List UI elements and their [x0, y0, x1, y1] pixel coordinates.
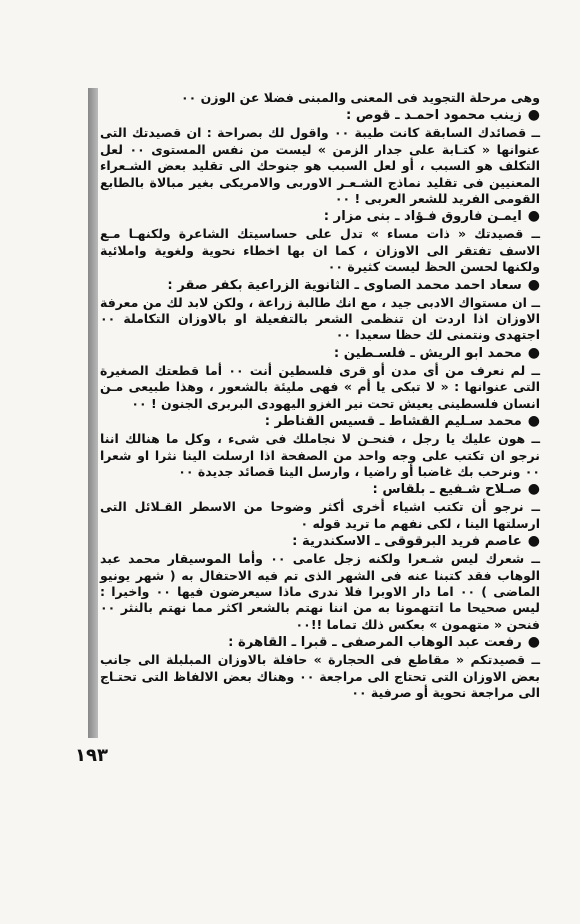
entry-heading: [100, 277, 540, 294]
letters-column: [100, 90, 540, 701]
bullet-icon: ●: [527, 344, 540, 361]
bullet-icon: ●: [527, 413, 540, 430]
entry-name: عاصم فريد البرقوقى ـ الاسكندرية :: [292, 534, 522, 550]
entry-heading: [100, 634, 540, 651]
entry-text: ــ هون عليك يا رجل ، فنحـن لا نجاملك فى شىء ، وكل ما هنالك اننا نرجو ان تكتب على وجه واحد من الصفحة اذا ارسلت الينا نثرا او شعرا ٠٠ ونرحب بك غاضبا أو راضيا ، وارسل الينا قصائد جديدة ٠٠: [100, 431, 540, 479]
entry-name: زينب محمود احمـد ـ قوص :: [345, 108, 522, 124]
bullet-icon: ●: [527, 107, 540, 124]
entry-text: ــ قصيدتكم « مقاطع فى الحجارة » حافلة بالاوزان المبلبلة الى جانب بعض الاوزان التى تحتاج الى مراجعة ٠٠ وهناك بعض الالفاظ التى تحتـاج الى مراجعة نحوية أو صرفية ٠٠: [100, 652, 541, 700]
bullet-icon: ●: [527, 208, 540, 225]
bullet-icon: ●: [527, 634, 540, 651]
entry-text: ــ لم نعرف من أى مدن أو قرى فلسطين أنت ٠٠ أما قطعتك الصغيرة التى عنوانها : « لا تبكى يا أم » فهى مليئة بالشعور ، وهذا طبيعى مـن انسان فلسطينى يعيش تحت نير الغزو اليهودى البربرى الجنون ! ٠٠: [100, 362, 540, 411]
entry-text: ــ شعرك ليس شـعرا ولكنه زجل عامى ٠٠ وأما الموسيقار محمد عبد الوهاب فقد كتبنا عنه فى الشهر الذى تم فيه الاحتفال به ( شهر يونيو الماضى ) ٠٠ اما دار الاوبرا فلا ندرى ماذا سيعرضون فيها ٠٠ واخيرا : ليس صحيحا ما اتتهمونا به من اننا نهتم بالشعر اكثر مما نهتم بالنثر ٠٠ فنحن « متهمون » بعكس ذلك تماما !!٠٠: [100, 551, 540, 632]
entry-heading: [100, 481, 540, 498]
entry-name: سعاد احمد محمد الصاوى ـ الثانوية الزراعية بكفر صقر :: [167, 277, 522, 293]
bullet-icon: ●: [527, 533, 540, 550]
entry-name: صـلاح شـفيع ـ بلقاس :: [372, 482, 522, 498]
bullet-icon: ●: [527, 481, 540, 498]
entry-heading: [100, 413, 540, 430]
entry-name: ايمـن فاروق فـؤاد ـ بنى مزار :: [323, 209, 522, 225]
entry-name: محمد سـليم القشاط ـ قسيس القناطر :: [264, 414, 522, 430]
page-edge-shadow: [88, 88, 98, 738]
entry-heading: [100, 208, 540, 225]
entry-heading: [100, 345, 540, 362]
entry-text: ــ قصيدتك « ذات مساء » تدل على حساسيتك الشاعرة ولكنهـا مـع الاسف تفتقر الى الاوزان ، كما ان بها اخطاء نحوية ولغوية واملائية ولكنها لحسن الحظ ليست كثيرة ٠٠: [100, 226, 540, 275]
entry-name: رفعت عبد الوهاب المرصفى ـ قبرا ـ القاهرة :: [228, 635, 522, 651]
entry-name: محمد ابو الريش ـ فلسـطين :: [333, 345, 522, 361]
entry-text: ــ ان مستواك الادبى جيد ، مع انك طالبة زراعة ، ولكن لابد لك من معرفة الاوزان اذا اردت ان تنظمى الشعر بالتفعيلة او بالاوزان التكاملة ٠٠ اجتهدى ونتمنى لك حظا سعيدا ٠٠: [100, 294, 540, 343]
entry-text: ــ قصائدك السابقة كانت طيبة ٠٠ واقول لك بصراحة : ان قصيدتك التى عنوانها « كتـابة على جدار الزمن » ليست من نفس المستوى ٠٠ لعل التكلف هو السبب ، أو لعل السبب هو جنوحك الى تقليد بعض الشـعراء المعنيين فى تقليد نماذج الشـعـر الاوربى والامريكى بغير مبالاة بالطابع القومى الفريد للشعر العربى ! ٠٠: [100, 125, 541, 207]
entry-heading: [100, 107, 540, 124]
intro-paragraph: وهى مرحلة التجويد فى المعنى والمبنى فضلا عن الوزن ٠٠: [181, 90, 540, 105]
entry-text: ــ نرجو أن تكتب اشياء أخرى أكثر وضوحا من الاسطر القـلائل التى ارسلتها الينا ، لكى نفهم ما تريد قوله ٠: [100, 499, 540, 531]
entry-heading: [100, 533, 540, 550]
page-number: ١٩٣: [75, 745, 108, 766]
bullet-icon: ●: [527, 276, 540, 293]
